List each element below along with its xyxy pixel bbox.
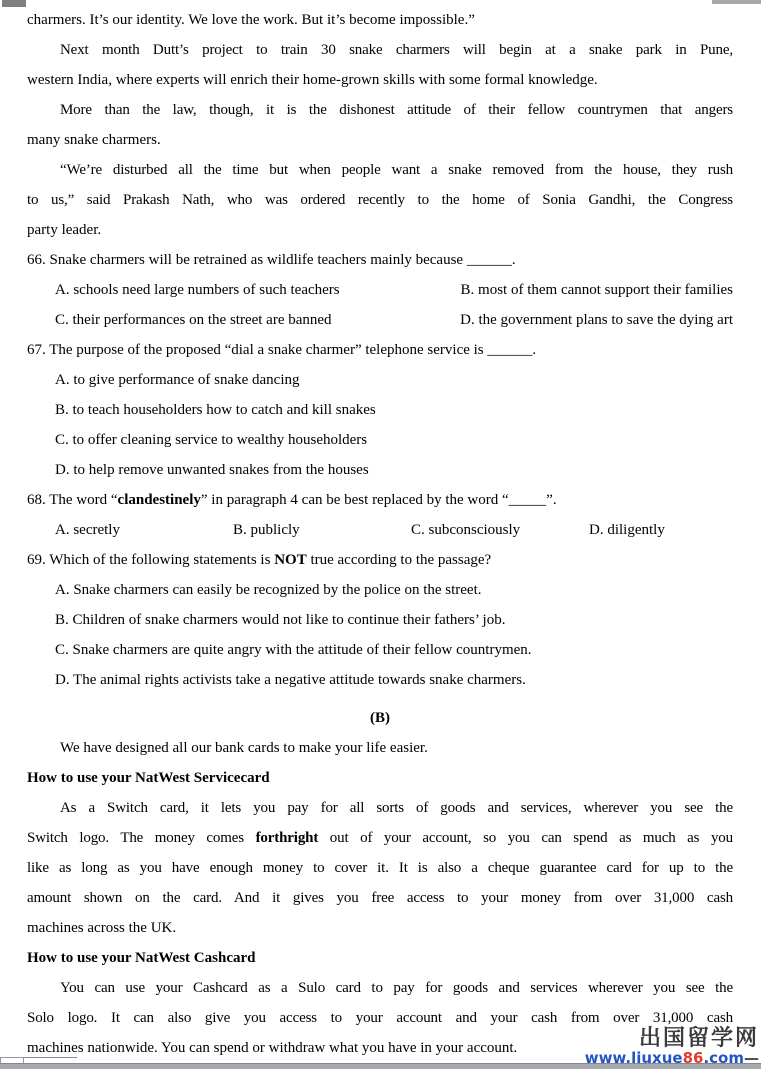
text-run: D. The animal rights activists take a negative attitude towards snake charmers.: [55, 672, 526, 688]
passage-line: [27, 65, 733, 95]
option-cell: D. the government plans to save the dying art: [460, 312, 733, 328]
passage-line: [27, 883, 733, 913]
text-run: 68. The word “: [27, 492, 118, 508]
emphasized-text: forthright: [255, 830, 319, 846]
url-suffix: .com: [703, 1049, 744, 1067]
text-run: C. to offer cleaning service to wealthy householders: [55, 432, 368, 448]
option-cell: B. most of them cannot support their families: [460, 282, 733, 298]
text-run: Solo logo. It can also give you access to your account and your cash from over 31,000 cash: [27, 1010, 733, 1026]
question-67-option-d: [27, 455, 733, 485]
option-cell: C. subconsciously: [411, 522, 521, 538]
text-run: As a Switch card, it lets you pay for all sorts of goods and services, wherever you see the: [60, 800, 733, 816]
heading-cashcard: [27, 943, 733, 973]
passage-b-intro: [27, 733, 733, 763]
text-run: A. to give performance of snake dancing: [55, 372, 300, 388]
passage-line: [27, 823, 733, 853]
question-68-stem: [27, 485, 733, 515]
emphasized-text: NOT: [274, 552, 307, 568]
question-66-options-ab: [27, 275, 733, 305]
option-cell: B. publicly: [233, 522, 300, 538]
url-number: 86: [682, 1049, 704, 1067]
emphasized-text: How to use your NatWest Servicecard: [27, 770, 270, 786]
question-66-stem: [27, 245, 733, 275]
option-cell: C. their performances on the street are banned: [55, 312, 332, 328]
option-cell: A. schools need large numbers of such teachers: [55, 282, 340, 298]
question-67-option-a: [27, 365, 733, 395]
text-run: many snake charmers.: [27, 132, 161, 148]
watermark[interactable]: [585, 1027, 759, 1066]
option-cell: A. secretly: [55, 522, 120, 538]
text-run: out of your account, so you can spend as much as you: [318, 830, 733, 846]
text-run: More than the law, though, it is the dishonest attitude of their fellow countrymen that angers: [60, 102, 733, 118]
watermark-site-name: 出国留学网: [638, 1026, 759, 1051]
text-run: You can use your Cashcard as a Sulo card to pay for goods and services wherever you see the: [60, 980, 733, 996]
watermark-dash: —: [744, 1049, 759, 1067]
text-run: 66. Snake charmers will be retrained as wildlife teachers mainly because ______.: [27, 252, 516, 268]
text-run: D. to help remove unwanted snakes from the houses: [55, 462, 369, 478]
url-prefix: www.liuxue: [584, 1049, 683, 1067]
passage-line: [27, 35, 733, 65]
passage-line: [27, 793, 733, 823]
question-69-option-d: [27, 665, 733, 695]
question-69-option-b: [27, 605, 733, 635]
text-run: C. Snake charmers are quite angry with the attitude of their fellow countrymen.: [55, 642, 532, 658]
watermark-site-url[interactable]: [585, 1050, 759, 1066]
text-run: Next month Dutt’s project to train 30 snake charmers will begin at a snake park in Pune,: [60, 42, 733, 58]
text-run: true according to the passage?: [306, 552, 492, 568]
text-run: 67. The purpose of the proposed “dial a snake charmer” telephone service is ______.: [27, 342, 537, 358]
text-run: A. Snake charmers can easily be recognized by the police on the street.: [55, 582, 482, 598]
text-run: like as long as you have enough money to cover it. It is also a cheque guarantee card for up to the: [27, 860, 733, 876]
text-run: amount shown on the card. And it gives you free access to your money from over 31,000 cash: [27, 890, 733, 906]
text-run: ” in paragraph 4 can be best replaced by the word “_____”.: [200, 492, 557, 508]
passage-line: [27, 853, 733, 883]
question-67-option-c: [27, 425, 733, 455]
section-b-label: [27, 703, 733, 733]
text-run: machines nationwide. You can spend or withdraw what you have in your account.: [27, 1040, 518, 1056]
passage-line: [27, 5, 733, 35]
passage-line: [27, 215, 733, 245]
text-run: B. to teach householders how to catch and kill snakes: [55, 402, 376, 418]
text-run: to us,” said Prakash Nath, who was ordered recently to the home of Sonia Gandhi, the Congress: [27, 192, 733, 208]
text-run: machines across the UK.: [27, 920, 177, 936]
text-run: charmers. It’s our identity. We love the work. But it’s become impossible.”: [27, 12, 475, 28]
text-run: western India, where experts will enrich their home-grown skills with some formal knowledge.: [27, 72, 598, 88]
emphasized-text: clandestinely: [117, 492, 201, 508]
heading-servicecard: [27, 763, 733, 793]
passage-line: [27, 973, 733, 1003]
passage-line: [27, 155, 733, 185]
text-run: B. Children of snake charmers would not like to continue their fathers’ job.: [55, 612, 506, 628]
question-67-stem: [27, 335, 733, 365]
text-run: We have designed all our bank cards to make your life easier.: [60, 740, 428, 756]
question-67-option-b: [27, 395, 733, 425]
text-run: party leader.: [27, 222, 102, 238]
option-cell: D. diligently: [589, 522, 665, 538]
question-66-options-cd: [27, 305, 733, 335]
text-run: Switch logo. The money comes: [27, 830, 256, 846]
passage-line: [27, 913, 733, 943]
passage-line: [27, 125, 733, 155]
passage-line: [27, 185, 733, 215]
question-69-option-c: [27, 635, 733, 665]
emphasized-text: (B): [370, 710, 390, 726]
question-69-option-a: [27, 575, 733, 605]
question-68-options: [27, 515, 733, 545]
emphasized-text: How to use your NatWest Cashcard: [27, 950, 256, 966]
text-run: “We’re disturbed all the time but when people want a snake removed from the house, they rush: [60, 162, 733, 178]
question-69-stem: [27, 545, 733, 575]
passage-line: [27, 95, 733, 125]
text-run: 69. Which of the following statements is: [27, 552, 275, 568]
